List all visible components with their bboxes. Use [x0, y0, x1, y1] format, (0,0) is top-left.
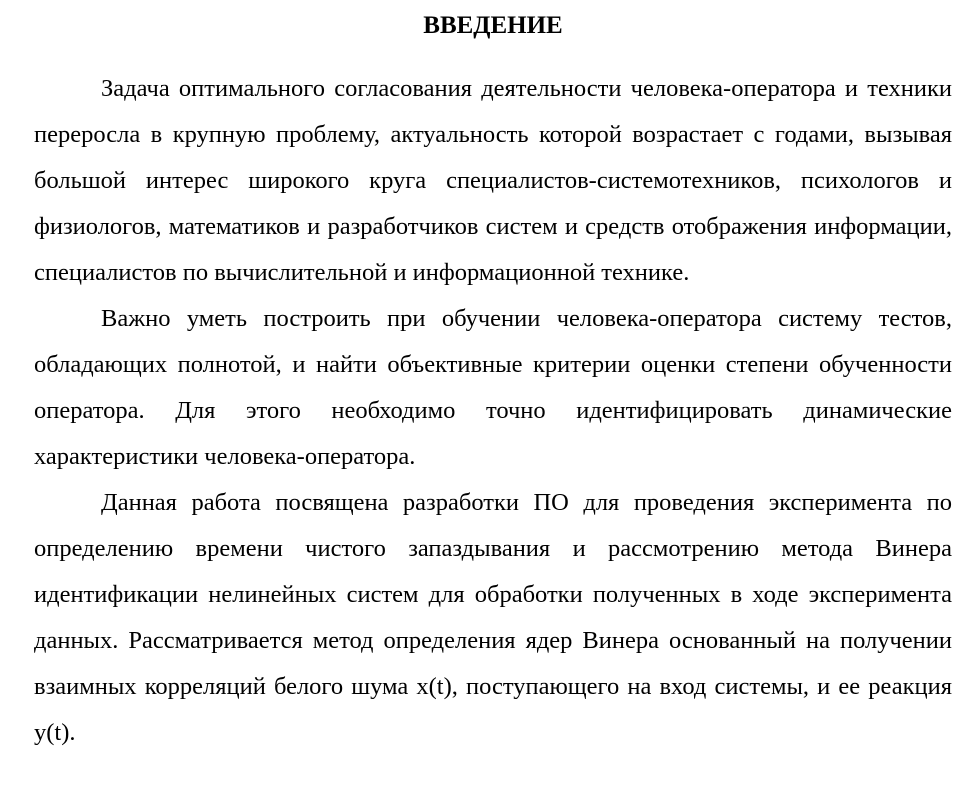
paragraph-2: Важно уметь построить при обучении человека-оператора систему тестов, обладающих полнотой, и найти объективные критерии оценки степени обученности оператора. Для этого необходимо точно идентифицировать динамические характеристики человека-оператора.	[34, 305, 952, 470]
paragraph-1: Задача оптимального согласования деятельности человека-оператора и техники переросла в крупную проблему, актуальность которой возрастает с годами, вызывая большой интерес широкого круга специалистов-системотехников, психологов и физиологов, математиков и разработчиков систем и средств отображения информации, специалистов по вычислительной и информационной технике.	[34, 75, 952, 286]
paragraph-3: Данная работа посвящена разработки ПО для проведения эксперимента по определению времени чистого запаздывания и рассмотрению метода Винера идентификации нелинейных систем для обработки полученных в ходе эксперимента данных. Рассматривается метод определения ядер Винера основанный на получении взаимных корреляций белого шума x(t), поступающего на вход системы, и ее реакция y(t).	[34, 489, 952, 746]
page-title: ВВЕДЕНИЕ	[423, 12, 563, 39]
